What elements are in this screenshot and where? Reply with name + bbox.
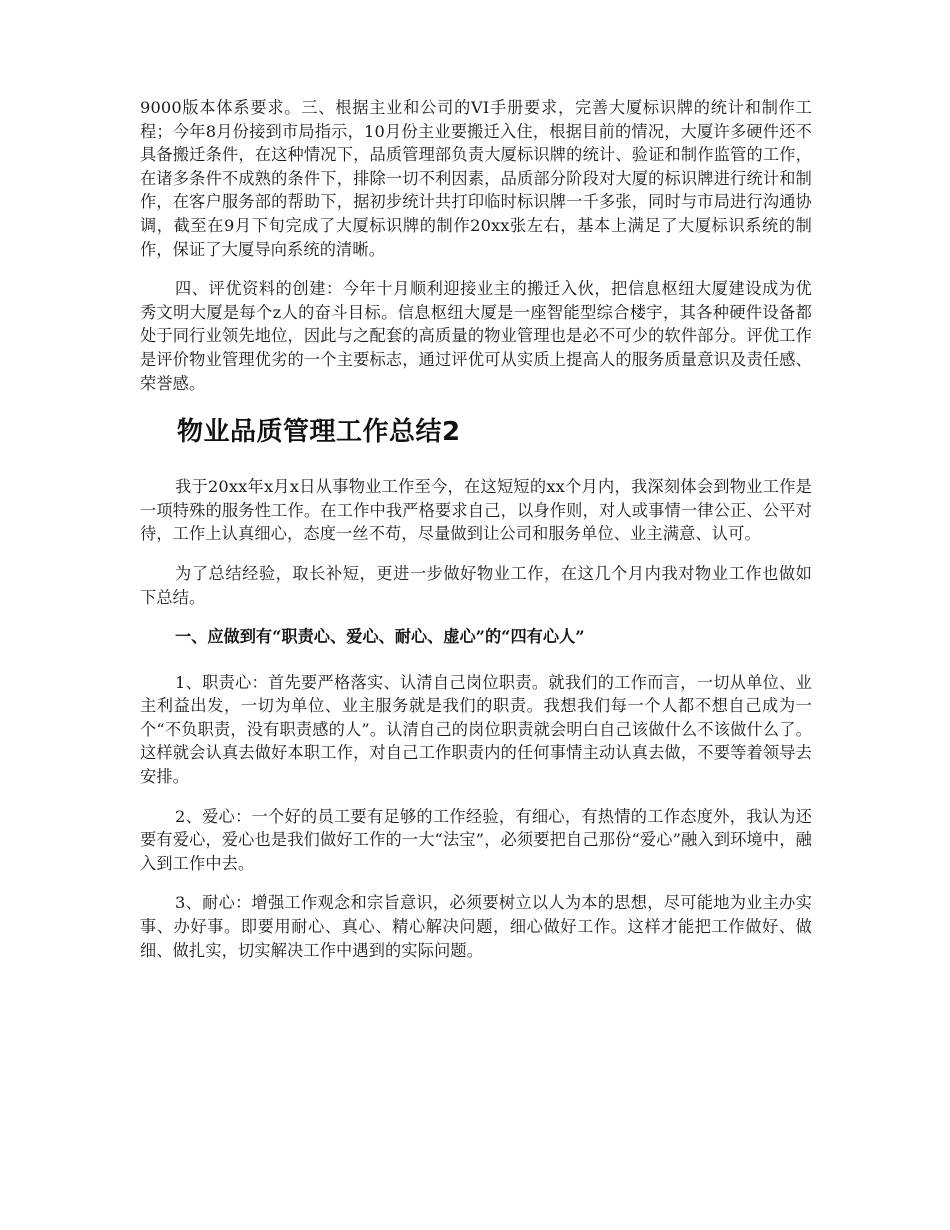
document-title: 物业品质管理工作总结2 — [177, 417, 461, 448]
paragraph-summary: 为了总结经验，取长补短，更进一步做好物业工作，在这几个月内我对物业工作也做如下总结。 — [140, 563, 812, 607]
paragraph-patience: 3、耐心：增强工作观念和宗旨意识，必须要树立以人为本的思想，尽可能地为业主办实事、办好事。即要用耐心、真心、精心解决问题，细心做好工作。这样才能把工作做好、做细、做扎实，切实解决工作中遇到的实际问题。 — [140, 893, 812, 960]
section-heading: 一、应做到有“职责心、爱心、耐心、虚心”的“四有心人” — [175, 627, 585, 647]
document-body — [140, 96, 812, 962]
paragraph-love: 2、爱心：一个好的员工要有足够的工作经验，有细心，有热情的工作态度外，我认为还要有爱心，爱心也是我们做好工作的一大“法宝”，必须要把自己那份“爱心”融入到环境中，融入到工作中去。 — [140, 806, 812, 873]
paragraph-responsibility: 1、职责心：首先要严格落实、认清自己岗位职责。就我们的工作而言，一切从单位、业主利益出发，一切为单位、业主服务就是我们的职责。我想我们每一个人都不想自己成为一个“不负职责，没有职责感的人”。认清自己的岗位职责就会明白自己该做什么不该做什么了。这样就会认真去做好本职工作，对自己工作职责内的任何事情主动认真去做，不要等着领导去安排。 — [140, 672, 812, 787]
paragraph-continuation: 9000版本体系要求。三、根据主业和公司的VI手册要求，完善大厦标识牌的统计和制作工程；今年8月份接到市局指示，10月份主业要搬迁入住，根据目前的情况，大厦许多硬件还不具备搬迁条件，在这种情况下，品质管理部负责大厦标识牌的统计、验证和制作监管的工作，在诸多条件不成熟的条件下，排除一切不利因素，品质部分阶段对大厦的标识牌进行统计和制作，在客户服务部的帮助下，据初步统计共打印临时标识牌一千多张，同时与市局进行沟通协调，截至在9月下旬完成了大厦标识牌的制作20xx张左右，基本上满足了大厦标识系统的制作，保证了大厦导向系统的清晰。 — [140, 98, 812, 259]
paragraph-evaluation: 四、评优资料的创建：今年十月顺利迎接业主的搬迁入伙，把信息枢纽大厦建设成为优秀文明大厦是每个z人的奋斗目标。信息枢纽大厦是一座智能型综合楼宇，其各种硬件设备都处于同行业领先地位，因此与之配套的高质量的物业管理也是必不可少的软件部分。评优工作是评价物业管理优劣的一个主要标志，通过评优可从实质上提高人的服务质量意识及责任感、荣誉感。 — [140, 279, 812, 393]
paragraph-intro: 我于20xx年x月x日从事物业工作至今，在这短短的xx个月内，我深刻体会到物业工作是一项特殊的服务性工作。在工作中我严格要求自己，以身作则，对人或事情一律公正、公平对待，工作上认真细心，态度一丝不苟，尽量做到让公司和服务单位、业主满意、认可。 — [140, 477, 812, 544]
